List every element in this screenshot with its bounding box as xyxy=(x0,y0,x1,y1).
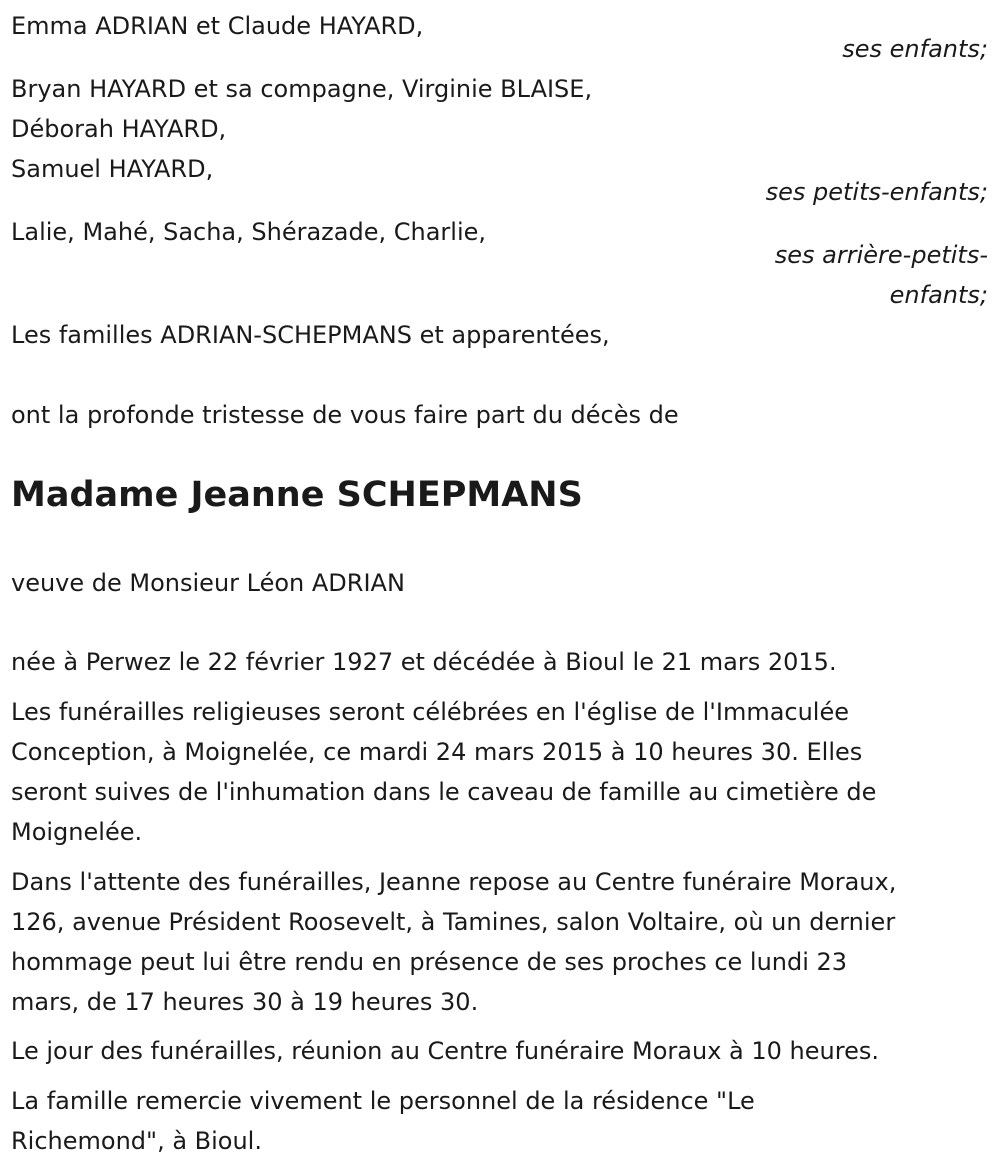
thanks-line: Richemond", à Bioul. xyxy=(11,1127,262,1155)
birth-death-line: née à Perwez le 22 février 1927 et décédée à Bioul le 21 mars 2015. xyxy=(11,648,837,676)
viewing-line: 126, avenue Président Roosevelt, à Tamines, salon Voltaire, où un dernier xyxy=(11,908,896,936)
grandchild-2: Déborah HAYARD, xyxy=(11,115,227,143)
grandchild-1: Bryan HAYARD et sa compagne, Virginie BLAISE, xyxy=(11,75,593,103)
funeral-line: Conception, à Moignelée, ce mardi 24 mars 2015 à 10 heures 30. Elles xyxy=(11,738,863,766)
deceased-name: Madame Jeanne SCHEPMANS xyxy=(11,475,583,515)
children-names: Emma ADRIAN et Claude HAYARD, xyxy=(11,12,424,40)
families-line: Les familles ADRIAN-SCHEPMANS et apparentées, xyxy=(11,321,610,349)
thanks-line: La famille remercie vivement le personnel de la résidence "Le xyxy=(11,1087,755,1115)
funeral-paragraph xyxy=(11,692,876,852)
viewing-line: mars, de 17 heures 30 à 19 heures 30. xyxy=(11,988,479,1016)
great-grandchildren-names: Lalie, Mahé, Sacha, Shérazade, Charlie, xyxy=(11,218,487,246)
great-grandchildren-role-line-2: enfants; xyxy=(889,281,988,309)
great-grandchildren-role-line-1: ses arrière-petits- xyxy=(774,241,988,269)
funeral-line: seront suives de l'inhumation dans le caveau de famille au cimetière de xyxy=(11,778,877,806)
grandchild-3: Samuel HAYARD, xyxy=(11,155,214,183)
funeral-line: Les funérailles religieuses seront célébrées en l'église de l'Immaculée xyxy=(11,698,850,726)
meeting-line: Le jour des funérailles, réunion au Centre funéraire Moraux à 10 heures. xyxy=(11,1037,879,1065)
children-role: ses enfants; xyxy=(842,35,988,63)
viewing-line: Dans l'attente des funérailles, Jeanne repose au Centre funéraire Moraux, xyxy=(11,868,897,896)
grandchildren-role: ses petits-enfants; xyxy=(765,178,988,206)
thanks-paragraph xyxy=(11,1081,755,1161)
intro-line: ont la profonde tristesse de vous faire part du décès de xyxy=(11,401,679,429)
viewing-line: hommage peut lui être rendu en présence de ses proches ce lundi 23 xyxy=(11,948,848,976)
funeral-line: Moignelée. xyxy=(11,818,143,846)
viewing-paragraph xyxy=(11,862,896,1022)
widow-of-line: veuve de Monsieur Léon ADRIAN xyxy=(11,569,405,597)
